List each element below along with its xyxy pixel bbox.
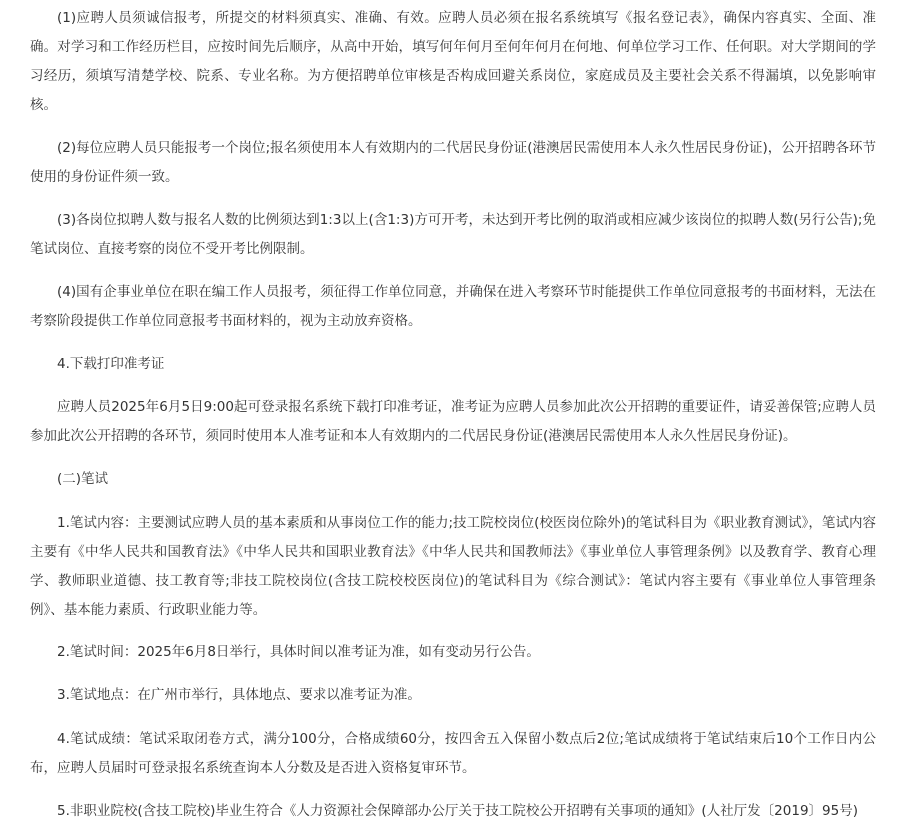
paragraph-exam-time: 2.笔试时间：2025年6月8日举行，具体时间以准考证为准，如有变动另行公告。	[57, 644, 540, 660]
paragraph-exam-content: 1.笔试内容：主要测试应聘人员的基本素质和从事岗位工作的能力;技工院校岗位(校医岗位除外)的笔试科目为《职业教育测试》，笔试内容主要有《中华人民共和国教育法》《中华人民共和国职业教育法》《中华人民共和国教师法》《事业单位人事管理条例》以及教育学、教育心理学、教师职业道德、技工教育等;非技工院校岗位(含技工院校校医岗位)的笔试科目为《综合测试》：笔试内容主要有《事业单位人事管理条例》、基本能力素质、行政职业能力等。	[30, 515, 876, 618]
paragraph-exam-ratio-rule: (3)各岗位拟聘人数与报名人数的比例须达到1:3以上(含1:3)方可开考，未达到开考比例的取消或相应减少该岗位的拟聘人数(另行公告);免笔试岗位、直接考察的岗位不受开考比例限制。	[30, 212, 876, 257]
paragraph-exam-score: 4.笔试成绩：笔试采取闭卷方式，满分100分，合格成绩60分，按四舍五入保留小数点后2位;笔试成绩将于笔试结束后10个工作日内公布，应聘人员届时可登录报名系统查询本人分数及是否进入资格复审环节。	[30, 731, 876, 776]
section-heading-written-exam: (二)笔试	[57, 471, 109, 487]
paragraph-single-position-rule: (2)每位应聘人员只能报考一个岗位;报名须使用本人有效期内的二代居民身份证(港澳居民需使用本人永久性居民身份证)，公开招聘各环节使用的身份证件须一致。	[30, 140, 876, 185]
paragraph-employer-consent-rule: (4)国有企事业单位在职在编工作人员报考，须征得工作单位同意，并确保在进入考察环节时能提供工作单位同意报考的书面材料，无法在考察阶段提供工作单位同意报考书面材料的，视为主动放弃资格。	[30, 284, 876, 329]
paragraph-integrity-requirement: (1)应聘人员须诚信报考，所提交的材料须真实、准确、有效。应聘人员必须在报名系统填写《报名登记表》，确保内容真实、全面、准确。对学习和工作经历栏目，应按时间先后顺序，从高中开始，填写何年何月至何年何月在何地、何单位学习工作、任何职。对大学期间的学习经历，须填写清楚学校、院系、专业名称。为方便招聘单位审核是否构成回避关系岗位，家庭成员及主要社会关系不得漏填，以免影响审核。	[30, 10, 876, 113]
paragraph-admission-ticket: 应聘人员2025年6月5日9:00起可登录报名系统下载打印准考证，准考证为应聘人员参加此次公开招聘的重要证件，请妥善保管;应聘人员参加此次公开招聘的各环节，须同时使用本人准考证和本人有效期内的二代居民身份证(港澳居民需使用本人永久性居民身份证)。	[30, 399, 876, 444]
section-heading-admission-ticket: 4.下载打印准考证	[57, 356, 165, 372]
paragraph-exam-location: 3.笔试地点：在广州市举行，具体地点、要求以准考证为准。	[57, 687, 421, 703]
paragraph-non-vocational-graduates: 5.非职业院校(含技工院校)毕业生符合《人力资源社会保障部办公厅关于技工院校公开招聘有关事项的通知》(人社厅发〔2019〕95号)	[57, 803, 858, 819]
